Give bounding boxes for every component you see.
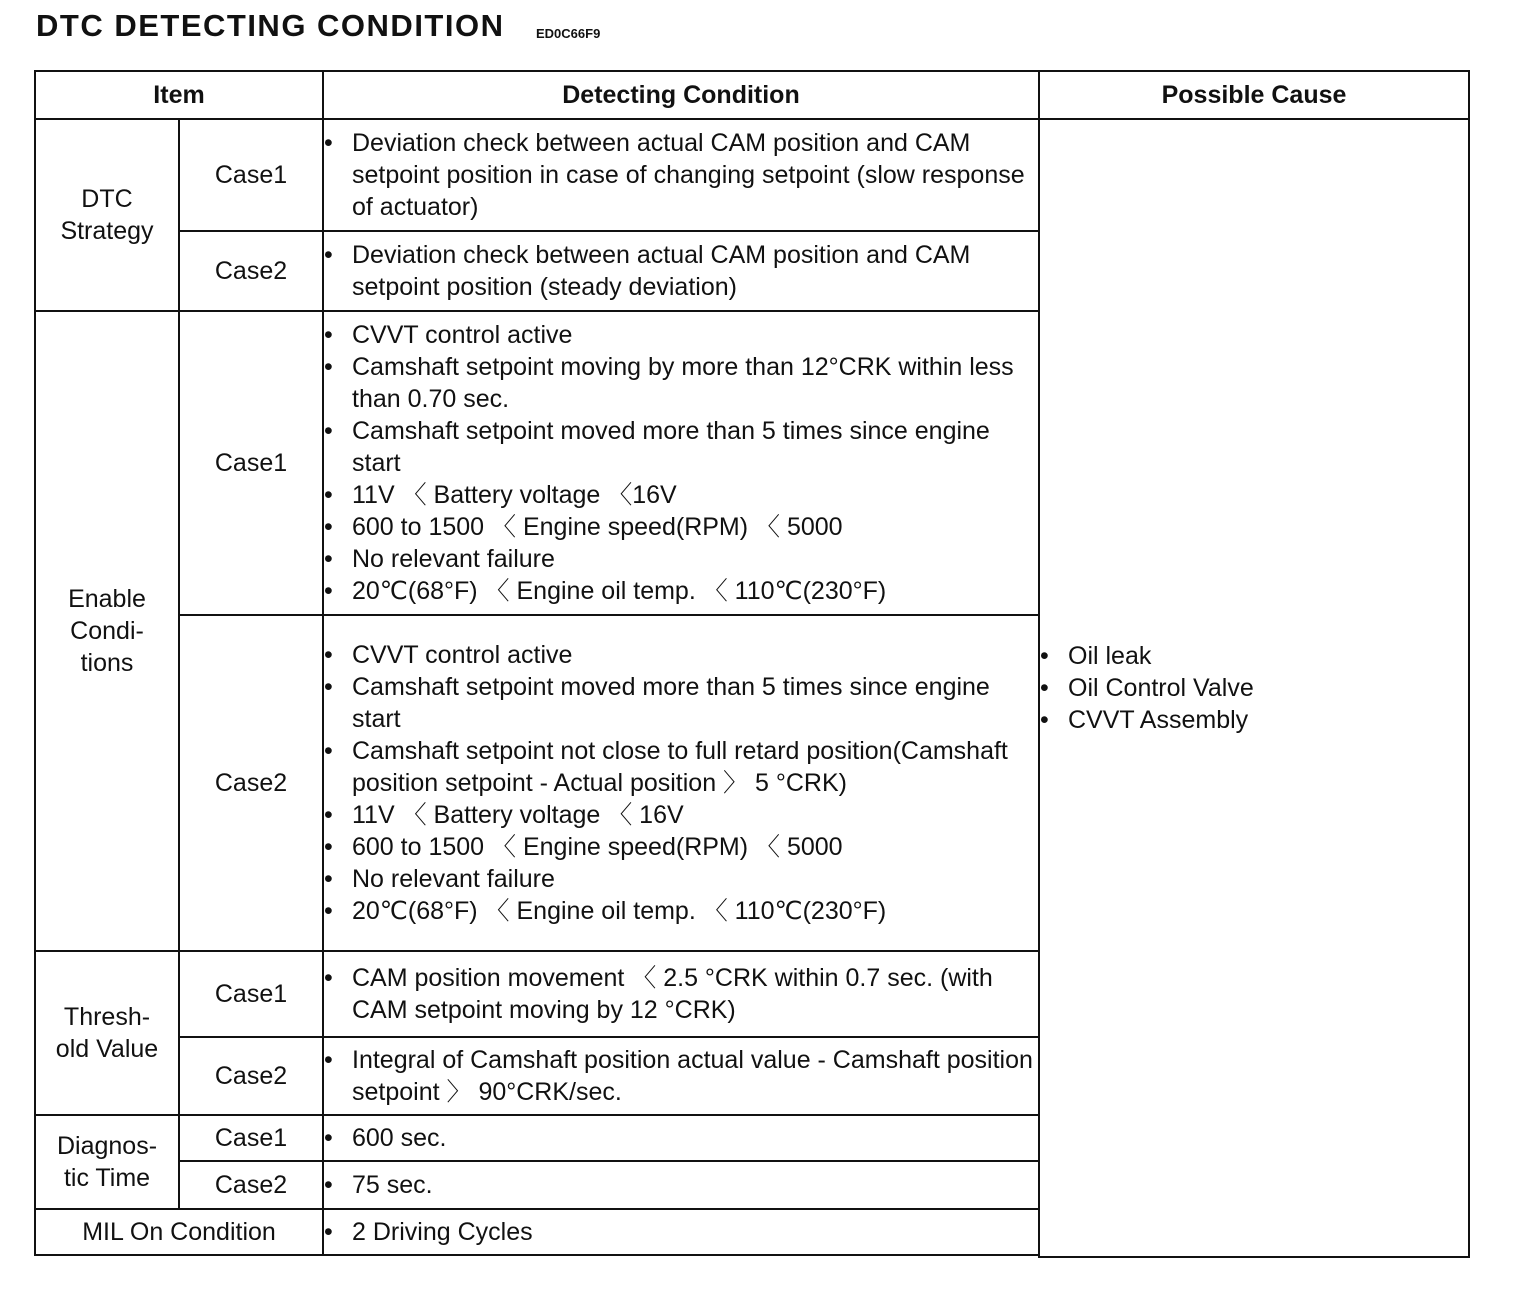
- case-label: Case2: [179, 615, 323, 951]
- bullet-list: [1040, 640, 1468, 736]
- page-title: DTC DETECTING CONDITION: [36, 8, 505, 43]
- list-item: • No relevant failure: [324, 543, 1038, 575]
- list-item: • Deviation check between actual CAM position and CAM setpoint position in case of changing setpoint (slow response of actuator): [324, 127, 1038, 223]
- item-mil-on-condition: MIL On Condition: [35, 1209, 323, 1255]
- table-header-row: [35, 71, 1469, 119]
- list-item: • 11V 〈 Battery voltage 〈16V: [324, 479, 1038, 511]
- list-item: • No relevant failure: [324, 863, 1038, 895]
- list-item: • 600 sec.: [324, 1122, 1038, 1154]
- list-item: • 600 to 1500 〈 Engine speed(RPM) 〈 5000: [324, 831, 1038, 863]
- list-item: • Oil Control Valve: [1040, 672, 1468, 704]
- list-item: • 600 to 1500 〈 Engine speed(RPM) 〈 5000: [324, 511, 1038, 543]
- case-label: Case1: [179, 311, 323, 615]
- case-label: Case2: [179, 231, 323, 311]
- item-dtc-strategy: DTC Strategy: [35, 119, 179, 311]
- condition-cell: [323, 231, 1039, 311]
- column-header-detecting-condition: Detecting Condition: [323, 71, 1039, 119]
- condition-cell: [323, 1209, 1039, 1255]
- case-label: Case1: [179, 1115, 323, 1161]
- condition-cell: [323, 1037, 1039, 1115]
- list-item: • 75 sec.: [324, 1169, 1038, 1201]
- bullet-list: [324, 239, 1038, 303]
- bullet-list: [324, 639, 1038, 927]
- bullet-list: [324, 127, 1038, 223]
- bullet-list: [324, 1122, 1038, 1154]
- list-item: • Camshaft setpoint not close to full retard position(Camshaft position setpoint - Actual position 〉 5 °CRK): [324, 735, 1038, 799]
- item-diagnostic-time: Diagnos- tic Time: [35, 1115, 179, 1209]
- list-item: • CVVT control active: [324, 319, 1038, 351]
- case-label: Case2: [179, 1161, 323, 1209]
- list-item: • 20℃(68°F) 〈 Engine oil temp. 〈 110℃(230°F): [324, 895, 1038, 927]
- condition-cell: [323, 615, 1039, 951]
- list-item: • Deviation check between actual CAM position and CAM setpoint position (steady deviation): [324, 239, 1038, 303]
- condition-cell: [323, 119, 1039, 231]
- list-item: • Integral of Camshaft position actual value - Camshaft position setpoint 〉 90°CRK/sec.: [324, 1044, 1038, 1108]
- possible-cause-cell: [1039, 119, 1469, 1257]
- case-label: Case1: [179, 951, 323, 1037]
- condition-cell: [323, 311, 1039, 615]
- condition-cell: [323, 951, 1039, 1037]
- list-item: • 20℃(68°F) 〈 Engine oil temp. 〈 110℃(230°F): [324, 575, 1038, 607]
- list-item: • Oil leak: [1040, 640, 1468, 672]
- list-item: • 11V 〈 Battery voltage 〈 16V: [324, 799, 1038, 831]
- bullet-list: [324, 1216, 1038, 1248]
- case-label: Case1: [179, 119, 323, 231]
- item-threshold-value: Thresh- old Value: [35, 951, 179, 1115]
- list-item: • 2 Driving Cycles: [324, 1216, 1038, 1248]
- dtc-condition-table: [34, 70, 1470, 1258]
- condition-cell: [323, 1115, 1039, 1161]
- column-header-possible-cause: Possible Cause: [1039, 71, 1469, 119]
- table-row: [35, 119, 1469, 231]
- column-header-item: Item: [35, 71, 323, 119]
- list-item: • CAM position movement 〈 2.5 °CRK within 0.7 sec. (with CAM setpoint moving by 12 °CRK): [324, 962, 1038, 1026]
- bullet-list: [324, 962, 1038, 1026]
- bullet-list: [324, 319, 1038, 607]
- list-item: • Camshaft setpoint moved more than 5 times since engine start: [324, 671, 1038, 735]
- list-item: • CVVT Assembly: [1040, 704, 1468, 736]
- item-enable-conditions: Enable Condi- tions: [35, 311, 179, 951]
- condition-cell: [323, 1161, 1039, 1209]
- bullet-list: [324, 1169, 1038, 1201]
- list-item: • Camshaft setpoint moved more than 5 times since engine start: [324, 415, 1038, 479]
- document-code: ED0C66F9: [536, 26, 601, 41]
- list-item: • Camshaft setpoint moving by more than 12°CRK within less than 0.70 sec.: [324, 351, 1038, 415]
- bullet-list: [324, 1044, 1038, 1108]
- list-item: • CVVT control active: [324, 639, 1038, 671]
- case-label: Case2: [179, 1037, 323, 1115]
